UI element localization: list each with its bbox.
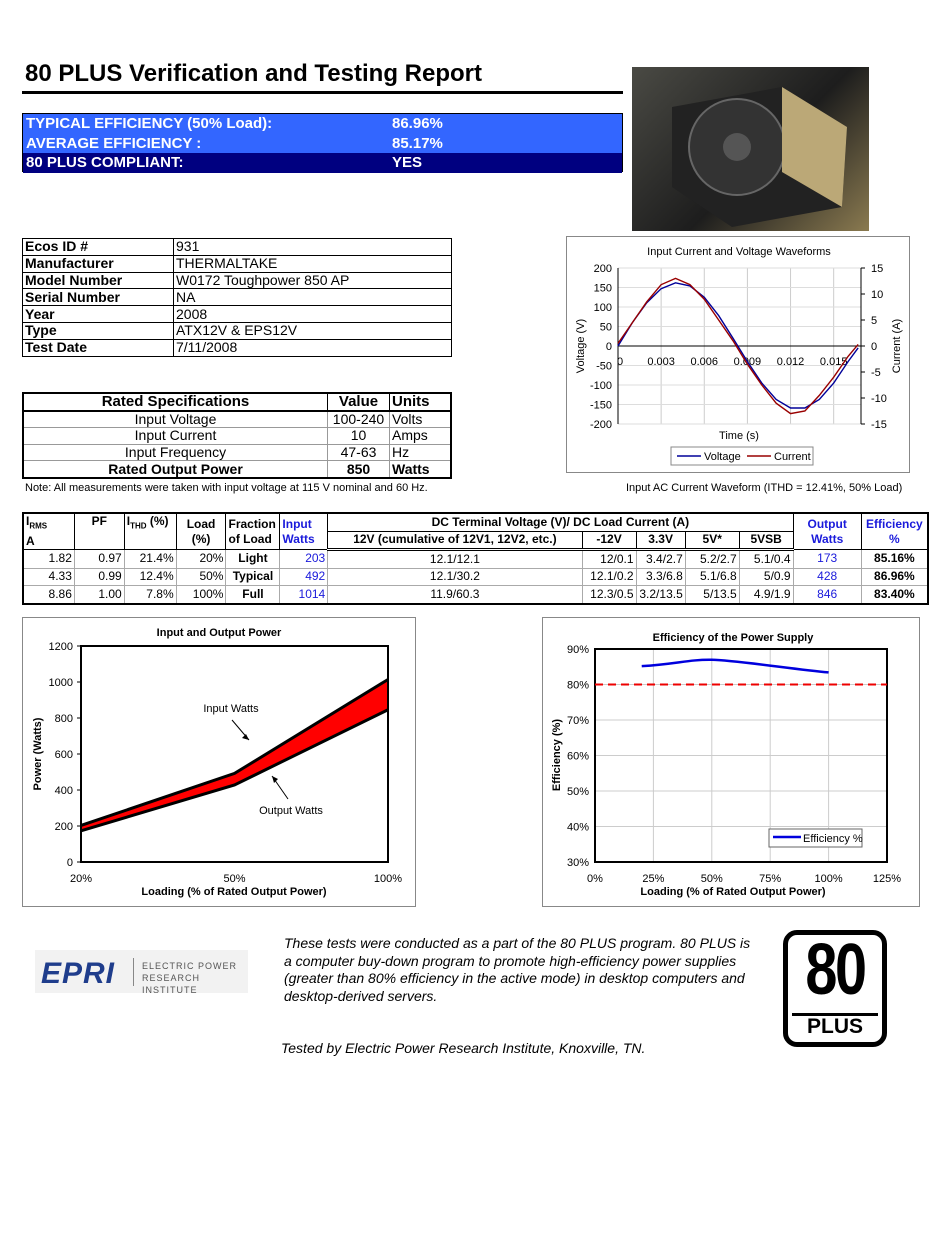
measurement-note: Note: All measurements were taken with input voltage at 115 V nominal and 60 Hz.: [25, 482, 428, 494]
x-tick-label: 25%: [642, 873, 665, 885]
table-cell: 5.2/2.7: [685, 550, 739, 569]
info-row: [23, 322, 452, 339]
table-cell: 428: [793, 568, 861, 586]
y2-tick-label: -15: [871, 419, 887, 431]
y2-tick-label: 0: [871, 341, 878, 353]
header-pf: PF: [74, 513, 124, 550]
spec-name: Rated Output Power: [23, 461, 328, 478]
table-cell: 1.82: [23, 550, 74, 569]
table-cell: 846: [793, 586, 861, 604]
logo-80: 80: [805, 930, 865, 1010]
y-tick-label: 400: [54, 785, 73, 797]
table-cell: 4.9/1.9: [739, 586, 793, 604]
spec-value: 47-63: [328, 444, 390, 461]
x-tick-label: 75%: [759, 873, 782, 885]
x-tick-label: 0.015: [819, 356, 848, 368]
table-cell: 5.1/0.4: [739, 550, 793, 569]
table-cell: 12/0.1: [582, 550, 636, 569]
table-cell: 0.97: [74, 550, 124, 569]
y-tick-label: 80%: [566, 679, 589, 692]
info-row: [23, 306, 452, 323]
y-axis-label: Voltage (V): [575, 318, 587, 374]
y-tick-label: 70%: [566, 715, 589, 727]
table-cell: Typical: [226, 568, 280, 586]
series-efficiency: [642, 660, 829, 673]
summary-row-compliant: [23, 153, 622, 173]
header-fraction: Fraction of Load: [226, 513, 280, 550]
table-cell: 1.00: [74, 586, 124, 604]
epri-wordmark: EPRI: [41, 957, 116, 990]
y-tick-label: 90%: [566, 644, 589, 656]
chart-title: Input Current and Voltage Waveforms: [647, 246, 831, 258]
header-load: Load (%): [176, 513, 226, 550]
table-cell: 0.99: [74, 568, 124, 586]
y-tick-label: 600: [54, 749, 73, 761]
spec-units: Watts: [390, 461, 452, 478]
x-tick-label: 125%: [872, 873, 902, 885]
table-cell: 5/0.9: [739, 568, 793, 586]
header-ithd: $I_{THD}$ (%): [124, 513, 176, 550]
table-cell: 8.86: [23, 586, 74, 604]
rated-row: [23, 461, 451, 478]
x-tick-label: 100%: [373, 873, 403, 885]
80-plus-logo: [783, 930, 887, 1047]
table-cell: 3.4/2.7: [636, 550, 685, 569]
table-cell: 173: [793, 550, 861, 569]
summary-value: 86.96%: [392, 115, 443, 132]
header-input-watts: Input Watts: [280, 513, 328, 550]
spec-name: Input Current: [23, 428, 328, 445]
efficiency-chart: [542, 617, 920, 907]
rated-specifications-table: [22, 392, 452, 479]
y-tick-label: 30%: [566, 857, 589, 869]
info-value: NA: [174, 289, 452, 306]
legend-label: Current: [774, 451, 811, 463]
table-cell: 20%: [176, 550, 226, 569]
x-tick-label: 20%: [69, 873, 93, 885]
table-cell: 203: [280, 550, 328, 569]
header-units: Units: [390, 393, 452, 411]
y2-tick-label: 10: [871, 289, 884, 301]
product-info-table: [22, 238, 452, 357]
table-cell: 1014: [280, 586, 328, 604]
y2-axis-label: Current (A): [891, 318, 903, 374]
legend-label: Voltage: [704, 451, 741, 463]
spec-name: Input Frequency: [23, 444, 328, 461]
summary-row-typical: [23, 114, 622, 134]
y-tick-label: 1200: [48, 641, 73, 653]
x-tick-label: 100%: [814, 873, 843, 885]
y-tick-label: -200: [589, 419, 612, 431]
y-axis-label: Power (Watts): [32, 717, 44, 791]
page-title: 80 PLUS Verification and Testing Report: [25, 60, 482, 87]
x-tick-label: 0%: [587, 873, 603, 885]
table-cell: 11.9/60.3: [328, 586, 582, 604]
info-key: Serial Number: [23, 289, 174, 306]
efficiency-summary: [22, 113, 623, 172]
power-supply-photo: [632, 67, 869, 231]
rated-row: [23, 411, 451, 428]
spec-value: 850: [328, 461, 390, 478]
arrow-head: [242, 734, 249, 740]
psu-image: [632, 67, 869, 231]
plot-frame: [81, 646, 388, 862]
x-axis-label: Loading (% of Rated Output Power): [141, 886, 327, 898]
table-cell: 12.3/0.5: [582, 586, 636, 604]
series-input-watts: [81, 679, 388, 825]
rated-header-row: [23, 393, 451, 411]
spec-units: Amps: [390, 428, 452, 445]
spec-value: 100-240: [328, 411, 390, 428]
series-voltage: [618, 283, 858, 408]
info-key: Ecos ID #: [23, 239, 174, 256]
table-cell: 4.33: [23, 568, 74, 586]
table-cell: 50%: [176, 568, 226, 586]
waveform-caption: Input AC Current Waveform (ITHD = 12.41%, 50% Load): [626, 482, 903, 494]
info-key: Manufacturer: [23, 255, 174, 272]
summary-value: YES: [392, 154, 423, 171]
table-cell: 3.3/6.8: [636, 568, 685, 586]
info-value: W0172 Toughpower 850 AP: [174, 272, 452, 289]
spec-units: Hz: [390, 444, 452, 461]
y-axis-label: Efficiency (%): [551, 718, 563, 792]
table-cell: 21.4%: [124, 550, 176, 569]
program-description: These tests were conducted as a part of the 80 PLUS program. 80 PLUS is a computer buy-down program to promote high-efficiency power supplies (greater than 80% efficiency in the active mode) in desktop computers and desktop-derived servers.: [284, 935, 751, 1004]
chart-title: Input and Output Power: [156, 627, 282, 639]
info-row: [23, 272, 452, 289]
table-cell: 85.16%: [861, 550, 928, 569]
info-value: THERMALTAKE: [174, 255, 452, 272]
info-value: 7/11/2008: [174, 339, 452, 356]
info-row: [23, 289, 452, 306]
logo-plus: PLUS: [806, 1015, 863, 1038]
spec-name: Input Voltage: [23, 411, 328, 428]
y-tick-label: 1000: [48, 677, 73, 689]
x-tick-label: 0.003: [647, 356, 675, 368]
header-dc-rail: 3.3V: [636, 531, 685, 550]
y2-tick-label: -10: [871, 393, 887, 405]
table-cell: 12.1/0.2: [582, 568, 636, 586]
info-row: [23, 339, 452, 356]
info-key: Year: [23, 306, 174, 323]
table-row: [23, 550, 928, 569]
x-tick-label: 0: [616, 356, 624, 368]
main-header-row: [23, 513, 928, 531]
header-dc-rail: 5V*: [685, 531, 739, 550]
info-row: [23, 239, 452, 256]
summary-label: AVERAGE EFFICIENCY :: [26, 134, 202, 152]
title-divider: [22, 91, 623, 94]
rated-row: [23, 444, 451, 461]
table-row: [23, 586, 928, 604]
epri-logo: [35, 950, 248, 993]
y-tick-label: 0: [66, 857, 73, 869]
table-row: [23, 568, 928, 586]
y2-tick-label: 5: [871, 315, 878, 327]
table-cell: 5.1/6.8: [685, 568, 739, 586]
table-cell: Light: [226, 550, 280, 569]
y-tick-label: -150: [589, 399, 612, 412]
info-row: [23, 255, 452, 272]
waveform-chart: [566, 236, 910, 473]
power-chart: [22, 617, 416, 907]
header-dc-terminal: DC Terminal Voltage (V)/ DC Load Current (A): [328, 513, 793, 531]
rated-row: [23, 428, 451, 445]
annotation-output-watts: Output Watts: [259, 805, 323, 817]
header-dc-rail: -12V: [582, 531, 636, 550]
y-tick-label: 60%: [566, 750, 589, 763]
y-tick-label: -50: [596, 360, 612, 373]
table-cell: 12.1/12.1: [328, 550, 582, 569]
table-cell: 492: [280, 568, 328, 586]
summary-label: 80 PLUS COMPLIANT:: [26, 154, 184, 171]
y2-tick-label: 15: [871, 263, 884, 275]
info-value: 931: [174, 239, 452, 256]
table-cell: 3.2/13.5: [636, 586, 685, 604]
table-cell: 100%: [176, 586, 226, 604]
header-rated-specs: Rated Specifications: [23, 393, 328, 411]
load-test-table: [22, 512, 929, 605]
summary-label: TYPICAL EFFICIENCY (50% Load):: [26, 115, 273, 132]
chart-title: Efficiency of the Power Supply: [652, 632, 814, 644]
x-tick-label: 50%: [700, 873, 723, 885]
y-tick-label: 150: [593, 282, 612, 295]
header-dc-rail: 12V (cumulative of 12V1, 12V2, etc.): [328, 531, 582, 550]
y-tick-label: 40%: [566, 821, 589, 834]
info-key: Test Date: [23, 339, 174, 356]
y-tick-label: 0: [605, 341, 612, 353]
table-cell: 86.96%: [861, 568, 928, 586]
x-tick-label: 0.006: [690, 356, 719, 368]
epri-name: ELECTRIC POWER RESEARCH INSTITUTE: [142, 961, 238, 995]
x-tick-label: 50%: [223, 873, 246, 885]
y-tick-label: 50: [599, 321, 612, 334]
y-tick-label: 200: [54, 821, 73, 833]
y-tick-label: 800: [54, 713, 73, 725]
spec-units: Volts: [390, 411, 452, 428]
summary-value: 85.17%: [392, 134, 443, 152]
table-cell: 7.8%: [124, 586, 176, 604]
info-value: 2008: [174, 306, 452, 323]
table-cell: 12.1/30.2: [328, 568, 582, 586]
table-cell: Full: [226, 586, 280, 604]
y-tick-label: -100: [589, 380, 612, 392]
x-axis-label: Loading (% of Rated Output Power): [640, 886, 826, 898]
y-tick-label: 200: [593, 263, 612, 275]
info-value: ATX12V & EPS12V: [174, 322, 452, 339]
table-cell: 83.40%: [861, 586, 928, 604]
x-tick-label: 0.012: [776, 356, 805, 368]
x-tick-label: 0.009: [733, 356, 762, 368]
header-efficiency: Efficiency %: [861, 513, 928, 550]
legend-label: Efficiency %: [803, 833, 863, 845]
info-key: Model Number: [23, 272, 174, 289]
summary-row-average: [23, 134, 622, 154]
header-dc-rail: 5VSB: [739, 531, 793, 550]
spec-value: 10: [328, 428, 390, 445]
header-irms: $I_{RMS}$ A: [23, 513, 74, 550]
tested-by: Tested by Electric Power Research Institute, Knoxville, TN.: [281, 1040, 646, 1056]
arrow-head: [272, 776, 278, 783]
annotation-input-watts: Input Watts: [203, 703, 259, 715]
header-value: Value: [328, 393, 390, 411]
table-cell: 12.4%: [124, 568, 176, 586]
header-output-watts: Output Watts: [793, 513, 861, 550]
info-key: Type: [23, 322, 174, 339]
x-axis-label: Time (s): [719, 430, 759, 442]
y2-tick-label: -5: [871, 367, 881, 379]
table-cell: 5/13.5: [685, 586, 739, 604]
y-tick-label: 100: [593, 302, 612, 314]
y-tick-label: 50%: [566, 786, 589, 798]
